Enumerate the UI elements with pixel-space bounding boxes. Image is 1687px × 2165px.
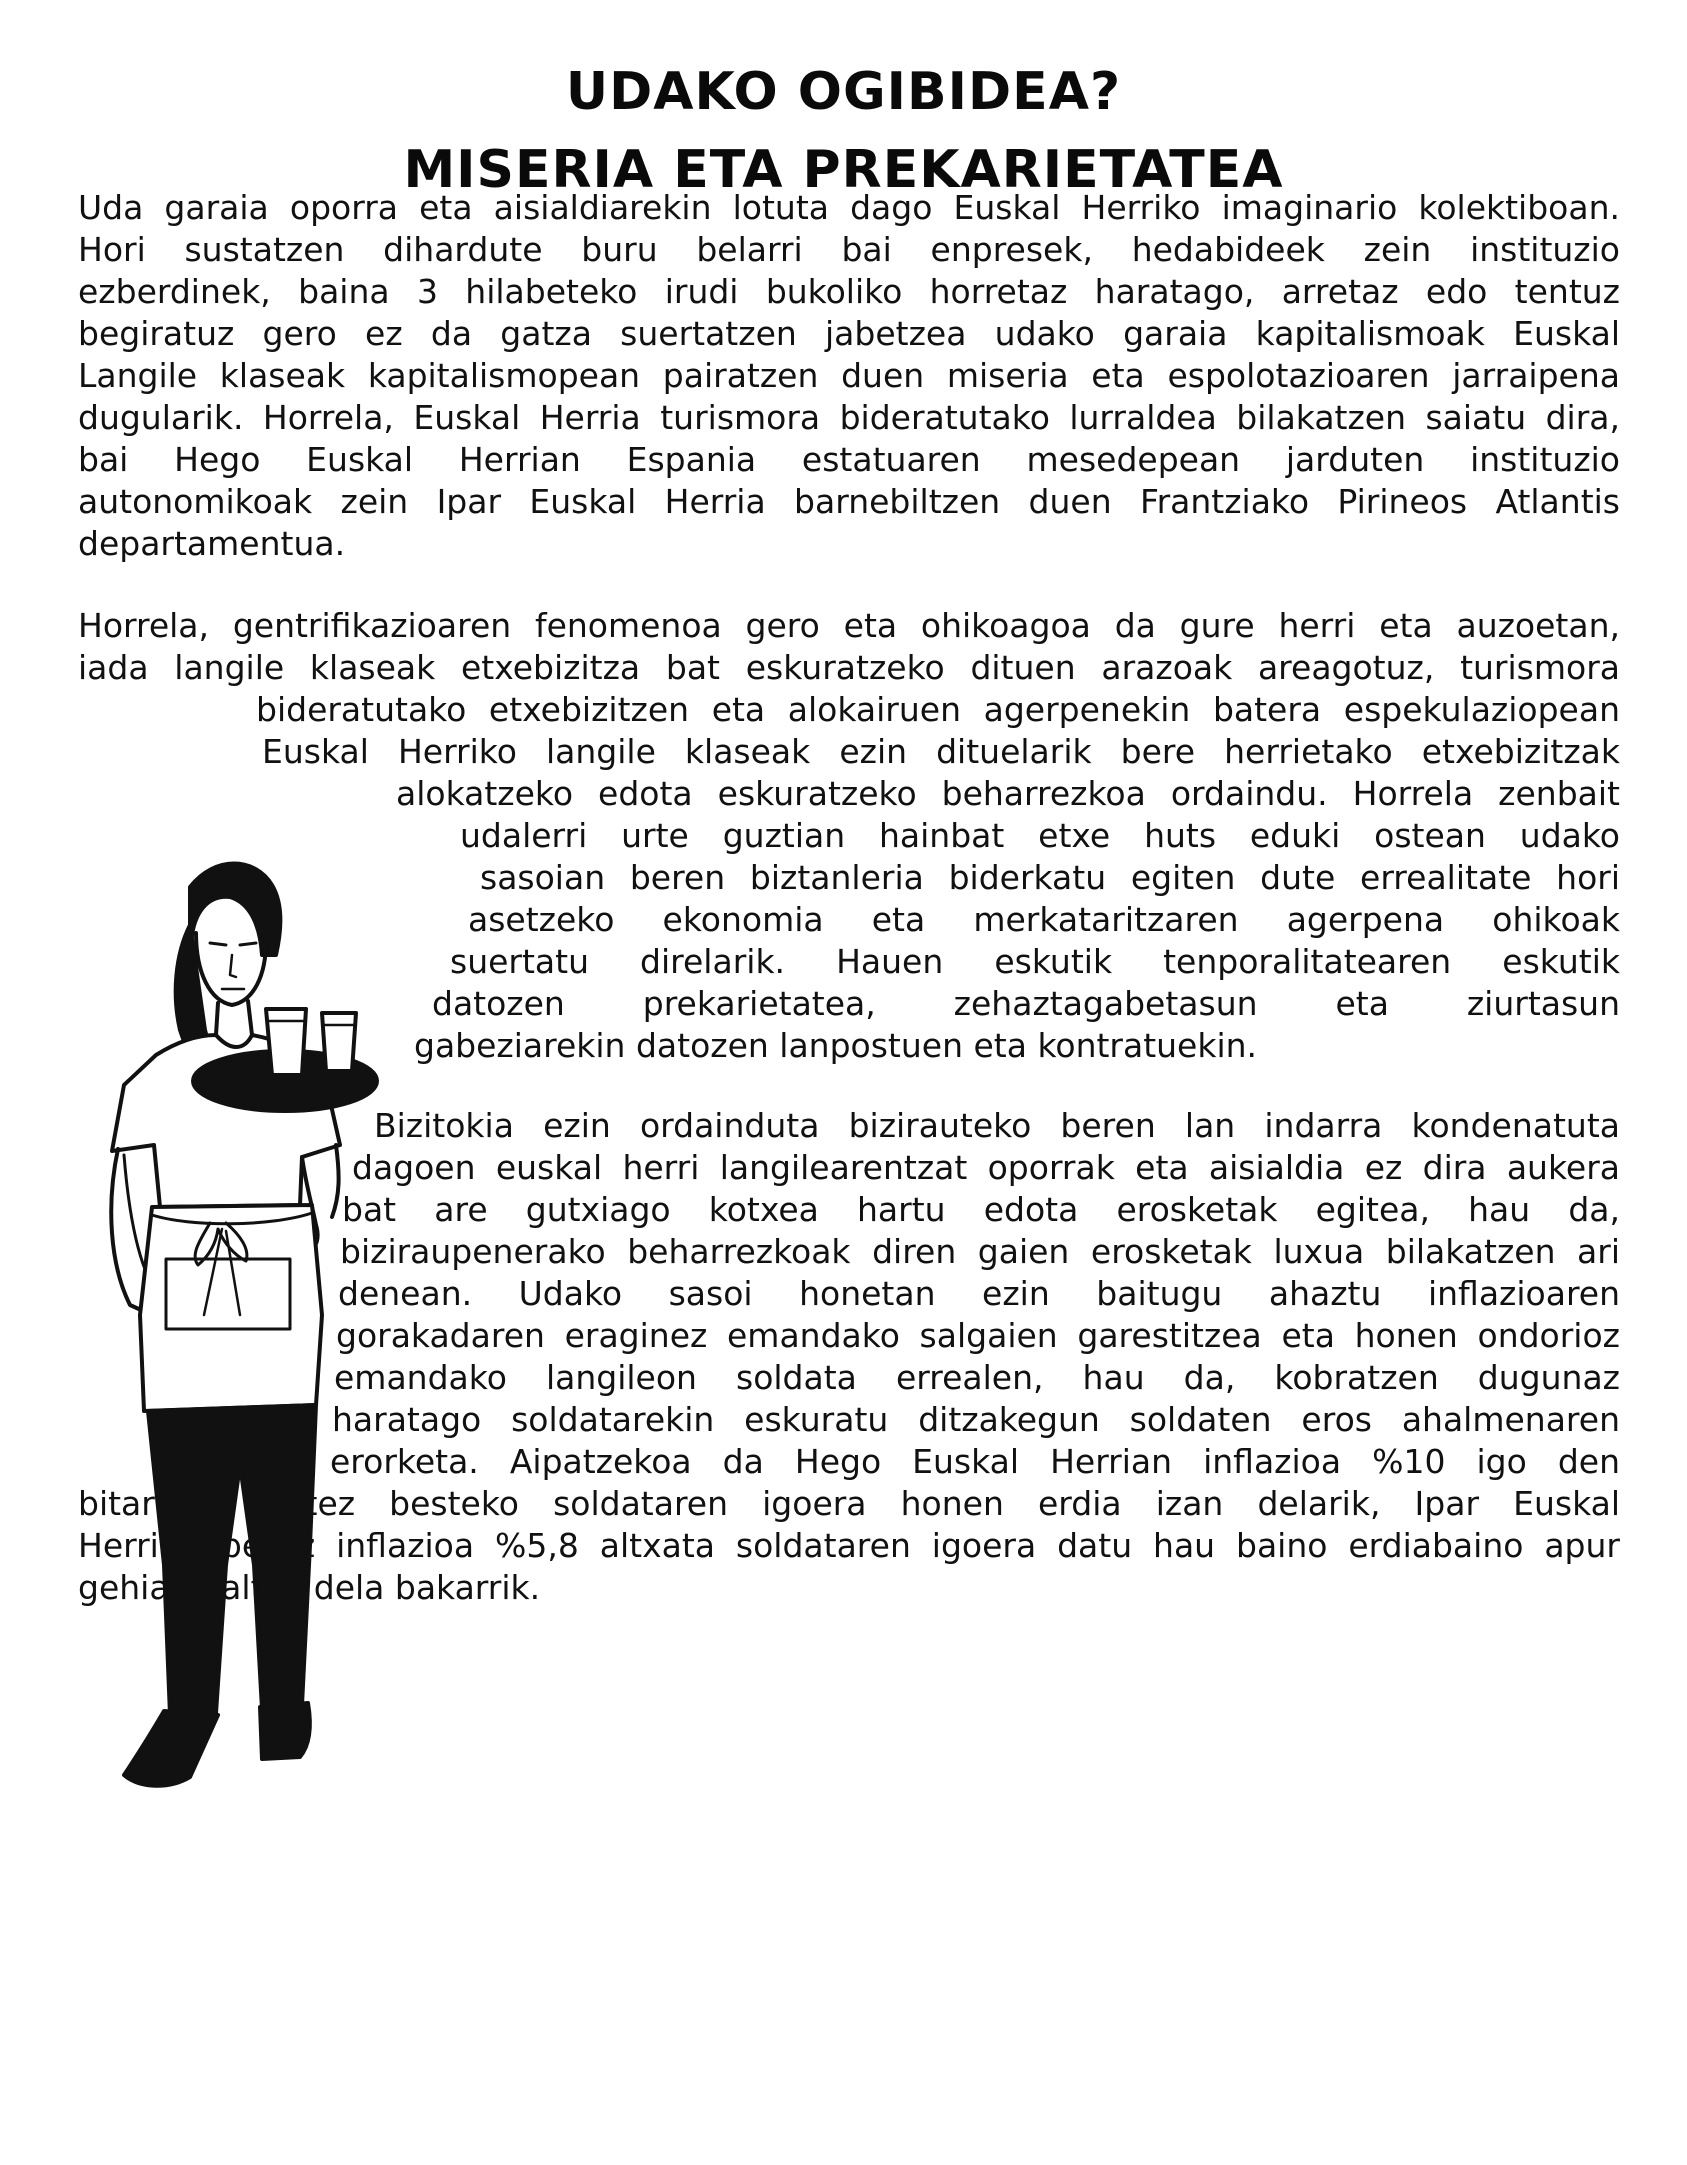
title-line-1: UDAKO OGIBIDEA? bbox=[565, 62, 1122, 122]
text-line: Herrian berriz inflazioa %5,8 altxata soldataren igoera datu hau baino erdiabaino apur bbox=[78, 1526, 1620, 1565]
text-line: bitartean batez besteko soldataren igoera honen erdia izan delarik, Ipar Euskal bbox=[78, 1484, 1620, 1523]
text-line: iada langile klaseak etxebizitza bat eskuratzeko dituen arazoak areagotuz, turismora bbox=[78, 648, 1620, 687]
text-line: bai Hego Euskal Herrian Espania estatuaren mesedepean jarduten instituzio bbox=[78, 440, 1620, 479]
text-line: autonomikoak zein Ipar Euskal Herria barnebiltzen duen Frantziako Pirineos Atlantis bbox=[78, 482, 1620, 521]
text-line: Hori sustatzen dihardute buru belarri bai enpresek, hedabideek zein instituzio bbox=[78, 230, 1620, 269]
text-line: begiratuz gero ez da gatza suertatzen jabetzea udako garaia kapitalismoak Euskal bbox=[78, 314, 1620, 353]
title-line-2: MISERIA ETA PREKARIETATEA bbox=[403, 140, 1284, 200]
text-line: bat are gutxiago kotxea hartu edota erosketak egitea, hau da, bbox=[342, 1190, 1620, 1229]
text-line: ezberdinek, baina 3 hilabeteko irudi bukoliko horretaz haratago, arretaz edo tentuz bbox=[78, 272, 1620, 311]
text-line: haratago soldatarekin eskuratu ditzakegun soldaten eros ahalmenaren bbox=[332, 1400, 1620, 1439]
text-line: sasoian beren biztanleria biderkatu egiten dute errealitate hori bbox=[480, 858, 1620, 897]
text-line: Langile klaseak kapitalismopean pairatzen duen miseria eta espolotazioaren jarraipena bbox=[78, 356, 1620, 395]
text-line: denean. Udako sasoi honetan ezin baitugu ahaztu inflazioaren bbox=[338, 1274, 1620, 1313]
text-line: Uda garaia oporra eta aisialdiarekin lotuta dago Euskal Herriko imaginario kolektiboan. bbox=[78, 188, 1620, 227]
text-line: udalerri urte guztian hainbat etxe huts eduki ostean udako bbox=[460, 816, 1620, 855]
text-line: suertatu direlarik. Hauen eskutik tenporalitatearen eskutik bbox=[450, 942, 1620, 981]
text-line: gehiago altxa dela bakarrik. bbox=[78, 1568, 541, 1607]
text-line: erorketa. Aipatzekoa da Hego Euskal Herrian inflazioa %10 igo den bbox=[330, 1442, 1620, 1481]
text-line: gabeziarekin datozen lanpostuen eta kontratuekin. bbox=[414, 1026, 1258, 1065]
text-line: bideratutako etxebizitzen eta alokairuen agerpenekin batera espekulaziopean bbox=[256, 690, 1620, 729]
text-line: asetzeko ekonomia eta merkataritzaren agerpena ohikoak bbox=[468, 900, 1620, 939]
text-line: biziraupenerako beharrezkoak diren gaien erosketak luxua bilakatzen ari bbox=[340, 1232, 1620, 1271]
text-line: departamentua. bbox=[78, 524, 346, 563]
text-line: Bizitokia ezin ordainduta bizirauteko beren lan indarra kondenatuta bbox=[374, 1106, 1620, 1145]
text-line: datozen prekarietatea, zehaztagabetasun eta ziurtasun bbox=[432, 984, 1620, 1023]
text-line: alokatzeko edota eskuratzeko beharrezkoa ordaindu. Horrela zenbait bbox=[396, 774, 1620, 813]
text-line: gorakadaren eraginez emandako salgaien garestitzea eta honen ondorioz bbox=[336, 1316, 1620, 1355]
text-line: dugularik. Horrela, Euskal Herria turismora bideratutako lurraldea bilakatzen saiatu dira, bbox=[78, 398, 1620, 437]
text-line: Horrela, gentrifikazioaren fenomenoa gero eta ohikoagoa da gure herri eta auzoetan, bbox=[78, 606, 1620, 645]
text-line: Euskal Herriko langile klaseak ezin dituelarik bere herrietako etxebizitzak bbox=[262, 732, 1620, 771]
text-line: emandako langileon soldata errealen, hau da, kobratzen dugunaz bbox=[334, 1358, 1620, 1397]
text-line: dagoen euskal herri langilearentzat oporrak eta aisialdia ez dira aukera bbox=[352, 1148, 1620, 1187]
